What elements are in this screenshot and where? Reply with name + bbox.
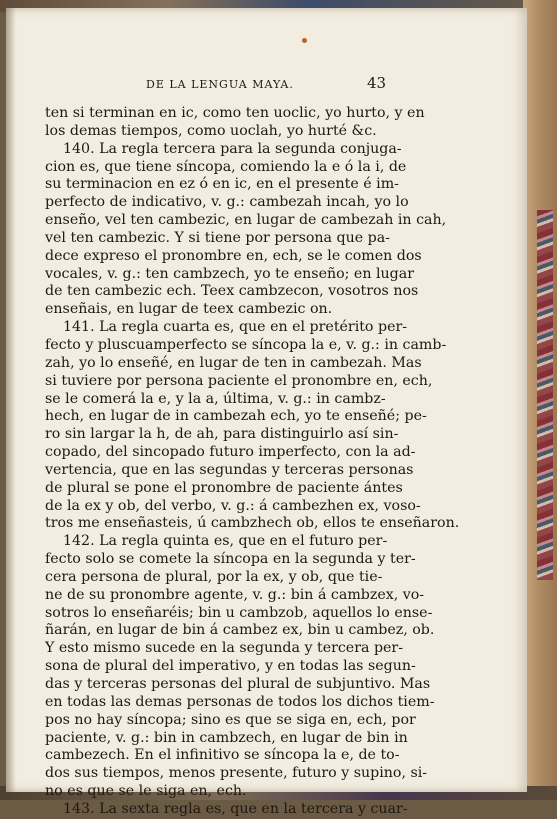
text-line: de ten cambezic ech. Teex cambzecon, vosotros nos bbox=[45, 283, 419, 300]
text-line: dos sus tiempos, menos presente, futuro y supino, si- bbox=[45, 765, 428, 782]
page-gutter-shadow bbox=[6, 8, 16, 792]
text-line: copado, del sincopado futuro imperfecto, con la ad- bbox=[45, 444, 416, 461]
text-line: ten si terminan en ic, como ten uoclic, yo hurto, y en bbox=[45, 105, 425, 121]
text-line: vertencia, que en las segundas y terceras personas bbox=[45, 461, 414, 478]
text-line: en todas las demas personas de todos los dichos tiem- bbox=[45, 693, 435, 710]
ink-spot bbox=[302, 38, 307, 43]
text-line: pos no hay síncopa; sino es que se siga en, ech, por bbox=[45, 711, 416, 728]
text-line: de la ex y ob, del verbo, v. g.: á cambezhen ex, voso- bbox=[45, 497, 421, 514]
text-line: fecto solo se comete la síncopa en la segunda y ter- bbox=[45, 551, 416, 568]
text-line: se le comerá la e, y la a, última, v. g.: in cambz- bbox=[45, 390, 386, 407]
text-line: de plural se pone el pronombre de paciente ántes bbox=[45, 479, 403, 496]
text-line: hech, en lugar de in cambezah ech, yo te enseñé; pe- bbox=[45, 408, 427, 425]
text-line: 143. La sexta regla es, que en la tercera y cuar- bbox=[63, 800, 408, 817]
text-line: cambezech. En el infinitivo se síncopa la e, de to- bbox=[45, 747, 400, 764]
text-line: cion es, que tiene síncopa, comiendo la e ó la i, de bbox=[45, 158, 407, 175]
text-line: Y esto mismo sucede en la segunda y tercera per- bbox=[45, 640, 404, 657]
text-line: ne de su pronombre agente, v. g.: bin á cambzex, vo- bbox=[45, 586, 425, 603]
text-line: tros me enseñasteis, ú cambzhech ob, ellos te enseñaron. bbox=[45, 515, 460, 532]
text-line: sona de plural del imperativo, y en todas las segun- bbox=[45, 658, 416, 675]
text-line: vocales, v. g.: ten cambzech, yo te enseño; en lugar bbox=[45, 265, 414, 282]
text-line: fecto y pluscuamperfecto se síncopa la e, v. g.: in camb- bbox=[45, 336, 447, 353]
page-number: 43 bbox=[367, 74, 387, 92]
text-line: 141. La regla cuarta es, que en el pretérito per- bbox=[63, 319, 408, 336]
book-page bbox=[6, 8, 527, 817]
running-head: DE LA LENGUA MAYA. bbox=[146, 78, 294, 91]
body-text bbox=[45, 105, 460, 819]
text-line: su terminacion en ez ó en ic, en el presente é im- bbox=[45, 176, 399, 193]
text-line: ñarán, en lugar de bin á cambez ex, bin u cambez, ob. bbox=[45, 622, 435, 639]
text-line: ro sin largar la h, de ah, para distinguirlo así sin- bbox=[45, 426, 399, 443]
text-line: paciente, v. g.: bin in cambzech, en lugar de bin in bbox=[45, 729, 408, 746]
text-line: perfecto de indicativo, v. g.: cambezah incah, yo lo bbox=[45, 194, 409, 211]
text-line: sotros lo enseñaréis; bin u cambzob, aquellos lo ense- bbox=[45, 604, 433, 621]
text-line: si tuviere por persona paciente el pronombre en, ech, bbox=[45, 372, 433, 389]
text-line: 142. La regla quinta es, que en el futuro per- bbox=[63, 533, 388, 550]
marbled-edge bbox=[537, 210, 553, 580]
text-line: no es que se le siga en, ech. bbox=[45, 783, 247, 800]
text-line: zah, yo lo enseñé, en lugar de ten in cambezah. Mas bbox=[45, 354, 422, 371]
text-line: cera persona de plural, por la ex, y ob, que tie- bbox=[45, 568, 383, 585]
text-line: vel ten cambezic. Y si tiene por persona que pa- bbox=[45, 229, 390, 246]
text-line: enseño, vel ten cambezic, en lugar de cambezah in cah, bbox=[45, 212, 447, 229]
text-line: 140. La regla tercera para la segunda conjuga- bbox=[63, 140, 402, 157]
text-line: dece expreso el pronombre en, ech, se le comen dos bbox=[45, 247, 422, 264]
text-line: enseñais, en lugar de teex cambezic on. bbox=[45, 301, 333, 318]
book-binding bbox=[523, 0, 557, 800]
text-line: los demas tiempos, como uoclah, yo hurté &c. bbox=[45, 122, 377, 139]
text-line: das y terceras personas del plural de subjuntivo. Mas bbox=[45, 676, 431, 692]
